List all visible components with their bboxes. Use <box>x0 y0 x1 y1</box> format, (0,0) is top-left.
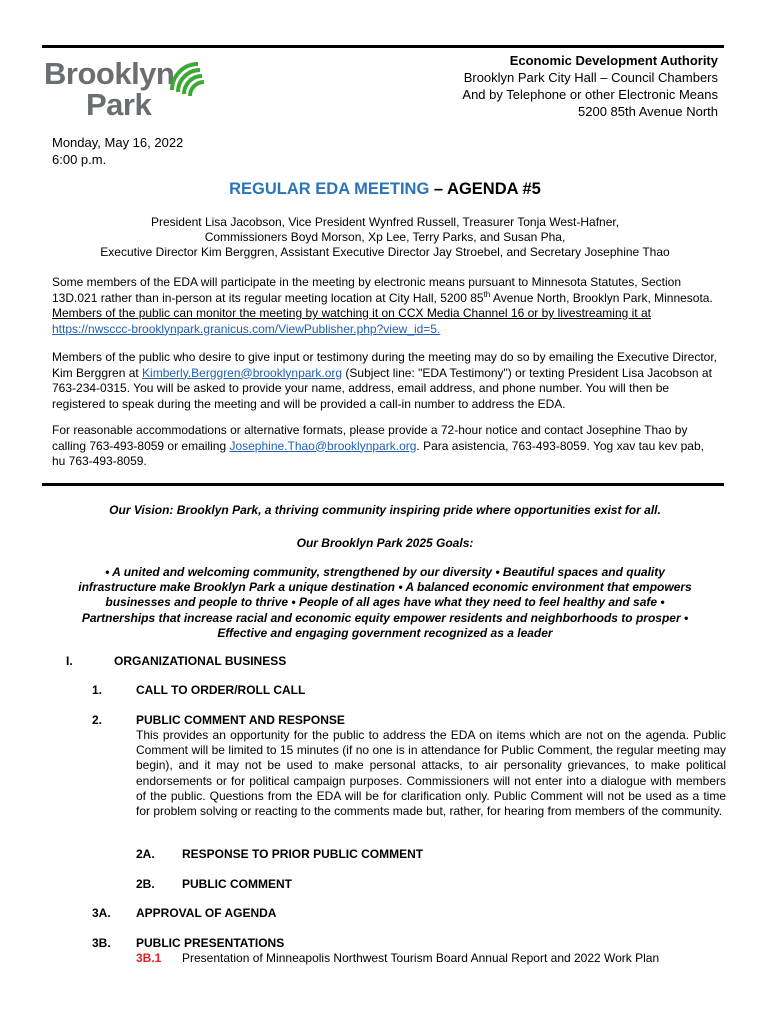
livestream-link[interactable]: https://nwsccc-brooklynpark.granicus.com/ViewPublisher.php?view_id=5. <box>52 321 441 336</box>
item-number: 3B. <box>92 936 111 950</box>
logo-word-brooklyn: Brooklyn <box>44 56 175 91</box>
item-title: PUBLIC COMMENT AND RESPONSE <box>136 713 345 727</box>
public-comment-description: This provides an opportunity for the public to address the EDA on items which are not on the agenda. Public Comment will be limited to 15 minutes (if no one is in attendance for Public Comment, the regular meeting may begin), and it may not be used to make personal attacks, to air personality grievances, to make political endorsements or for political campaign purposes. Commissioners will not enter into a dialogue with members of the public. Questions from the EDA will be for clarification only. Public Comment will not be used as a time for problem solving or reacting to the comments made but, rather, for hearing from members of the community. <box>136 728 726 819</box>
goals-title: Our Brooklyn Park 2025 Goals: <box>296 536 474 550</box>
para3-text-b: . Para asistencia, 763-493-8059. Yog xav tau kev pab, hu 763-493-8059. <box>52 438 704 468</box>
para1-text-a: Some members of the EDA will participate in the meeting by electronic means pursuant to Minnesota Statutes, Section 13D.021 rather than in-person at its regular meeting location at City Hall, 5200 85 <box>52 275 681 305</box>
logo-word-park: Park <box>86 87 152 122</box>
subitem-number: 2B. <box>136 877 155 891</box>
title-agenda-number: – AGENDA #5 <box>429 180 541 198</box>
subitem-title: RESPONSE TO PRIOR PUBLIC COMMENT <box>182 847 424 861</box>
location-line-1: Brooklyn Park City Hall – Council Chambers <box>463 70 718 85</box>
item-number: 1. <box>92 683 103 697</box>
accommodations-paragraph <box>52 423 718 470</box>
location-line-3: 5200 85th Avenue North <box>578 104 718 119</box>
subitem-number: 2A. <box>136 847 155 861</box>
item-title: CALL TO ORDER/ROLL CALL <box>136 683 306 697</box>
testimony-paragraph <box>52 350 718 412</box>
item-title: PUBLIC PRESENTATIONS <box>136 936 285 950</box>
para1-underlined: Members of the public can monitor the meeting by watching it on CCX Media Channel 16 or by livestreaming it at <box>52 306 651 320</box>
presentation-title: Presentation of Minneapolis Northwest Tourism Board Annual Report and 2022 Work Plan <box>182 951 660 965</box>
para2-text-a: Members of the public who desire to give input or testimony during the meeting may do so by emailing the Executive Director, Kim Berggren at <box>52 350 717 380</box>
meeting-date: Monday, May 16, 2022 <box>52 135 184 150</box>
attendees-line-3: Executive Director Kim Berggren, Assistant Executive Director Jay Stroebel, and Secretary Josephine Thao <box>100 245 670 259</box>
item-title: APPROVAL OF AGENDA <box>136 906 277 920</box>
secretary-email-link[interactable]: Josephine.Thao@brooklynpark.org <box>229 438 417 453</box>
section-title: ORGANIZATIONAL BUSINESS <box>114 654 287 668</box>
executive-director-email-link[interactable]: Kimberly.Berggren@brooklynpark.org <box>142 365 343 380</box>
electronic-participation-paragraph <box>52 275 718 337</box>
para3-text-a: For reasonable accommodations or alternative formats, please provide a 72-hour notice and contact Josephine Thao by calling 763-493-8059 or emailing <box>52 423 688 453</box>
para2-text-b: (Subject line: "EDA Testimony") or texting President Lisa Jacobson at 763-234-0315. You will be asked to provide your name, address, email address, and phone number. You will then be registered to speak during the meeting and will be provided a call-in number to address the EDA. <box>52 365 712 411</box>
attendees-list <box>0 215 770 260</box>
para1-text-b: Avenue North, Brooklyn Park, Minnesota. <box>490 290 713 305</box>
goals-list: • A united and welcoming community, strengthened by our diversity • Beautiful spaces and quality infrastructure make Brooklyn Park a unique destination • A balanced economic environment that empowers businesses and people to thrive • People of all ages have what they need to feel healthy and safe • Partnerships that increase racial and economic equity empower residents and neighborhoods to prosper • Effective and engaging government recognized as a leader <box>78 565 692 640</box>
meeting-datetime <box>52 134 183 168</box>
brooklyn-park-logo <box>44 58 214 128</box>
para1-superscript: th <box>483 289 491 299</box>
subitem-number: 3B.1 <box>136 951 162 965</box>
attendees-line-1: President Lisa Jacobson, Vice President Wynfred Russell, Treasurer Tonja West-Hafner, <box>150 215 620 229</box>
section-rule <box>42 483 724 486</box>
agenda-title <box>0 180 770 199</box>
section-number: I. <box>66 654 73 668</box>
vision-statement: Our Vision: Brooklyn Park, a thriving community inspiring pride where opportunities exist for all. <box>109 503 661 517</box>
logo-waves-icon <box>168 58 208 98</box>
org-name: Economic Development Authority <box>509 53 718 68</box>
top-rule <box>42 45 724 48</box>
meeting-location-block <box>462 52 718 120</box>
subitem-title: PUBLIC COMMENT <box>182 877 292 891</box>
title-meeting-name: REGULAR EDA MEETING <box>229 180 430 198</box>
attendees-line-2: Commissioners Boyd Morson, Xp Lee, Terry Parks, and Susan Pha, <box>204 230 566 244</box>
location-line-2: And by Telephone or other Electronic Means <box>462 87 718 102</box>
item-number: 2. <box>92 713 103 727</box>
meeting-time: 6:00 p.m. <box>52 152 107 167</box>
item-number: 3A. <box>92 906 111 920</box>
